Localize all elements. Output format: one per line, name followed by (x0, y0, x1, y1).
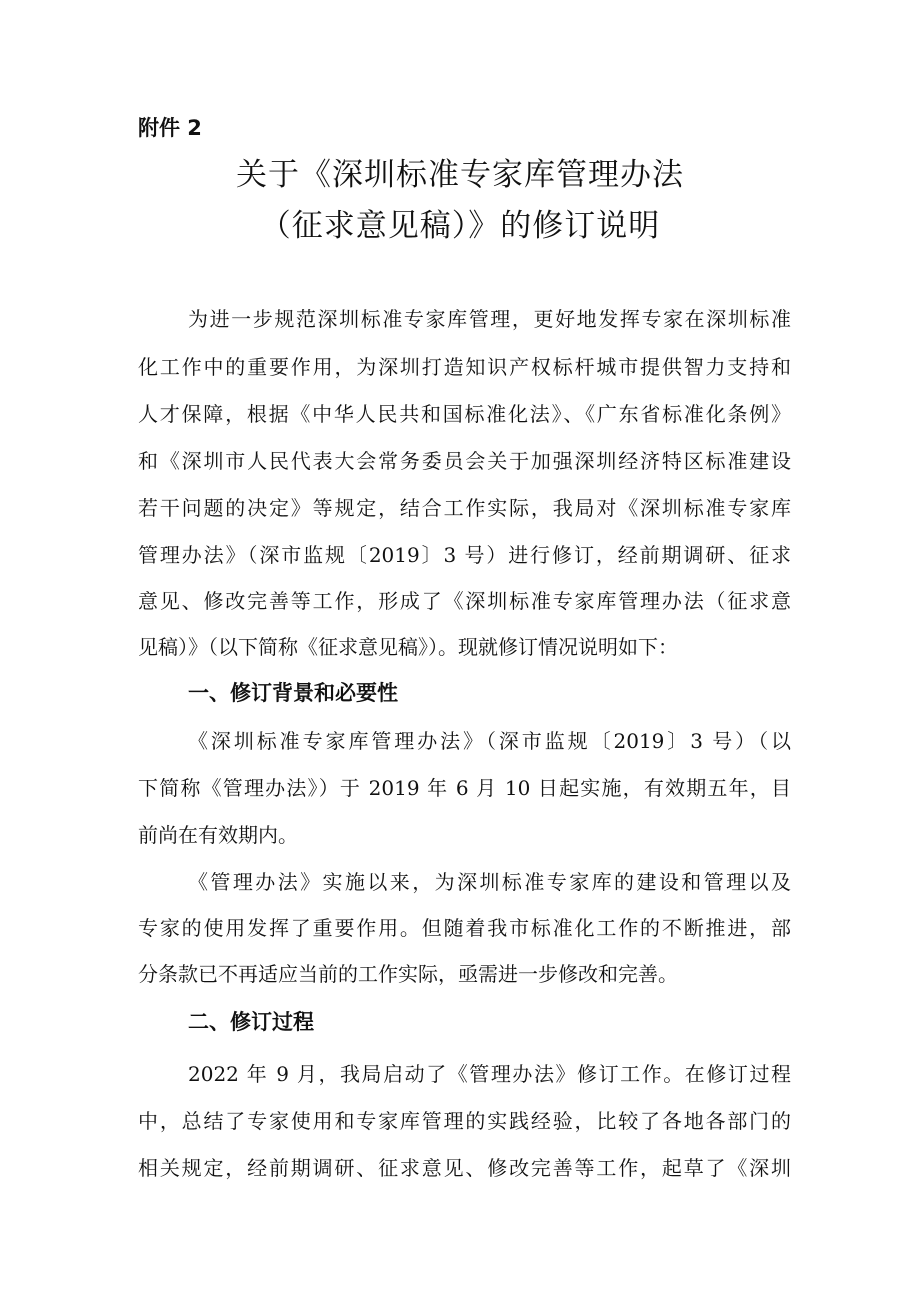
background-line: 下简称《管理办法》）于 2019 年 6 月 10 日起实施，有效期五年，目 (138, 776, 791, 800)
section-heading-background: 一、修订背景和必要性 (188, 681, 398, 705)
section-heading-process: 二、修订过程 (188, 1010, 314, 1034)
background-line: 《深圳标准专家库管理办法》（深市监规〔2019〕3 号）（以 (188, 729, 791, 753)
process-line: 2022 年 9 月，我局启动了《管理办法》修订工作。在修订过程 (188, 1062, 791, 1086)
document-title-line-2: （征求意见稿）》的修订说明 (259, 208, 661, 244)
intro-line: 意见、修改完善等工作，形成了《深圳标准专家库管理办法（征求意 (138, 589, 791, 613)
intro-line: 化工作中的重要作用，为深圳打造知识产权标杆城市提供智力支持和 (138, 355, 791, 379)
intro-line: 见稿）》（以下简称《征求意见稿》）。现就修订情况说明如下： (138, 635, 678, 659)
document-title-line-1: 关于《深圳标准专家库管理办法 (236, 157, 684, 193)
background-line: 《管理办法》实施以来，为深圳标准专家库的建设和管理以及 (188, 870, 791, 894)
background-line: 分条款已不再适应当前的工作实际，亟需进一步修改和完善。 (138, 962, 678, 986)
intro-line: 若干问题的决定》等规定，结合工作实际，我局对《深圳标准专家库 (138, 496, 791, 520)
background-line: 前尚在有效期内。 (138, 823, 298, 847)
background-line: 专家的使用发挥了重要作用。但随着我市标准化工作的不断推进，部 (138, 916, 791, 940)
intro-line: 和《深圳市人民代表大会常务委员会关于加强深圳经济特区标准建设 (138, 449, 791, 473)
process-line: 中，总结了专家使用和专家库管理的实践经验，比较了各地各部门的 (138, 1109, 791, 1133)
intro-line: 人才保障，根据《中华人民共和国标准化法》、《广东省标准化条例》 (138, 402, 791, 426)
intro-line: 为进一步规范深圳标准专家库管理，更好地发挥专家在深圳标准 (188, 307, 791, 331)
attachment-label: 附件 2 (138, 116, 202, 140)
intro-line: 管理办法》（深市监规〔2019〕3 号）进行修订，经前期调研、征求 (138, 543, 791, 567)
process-line: 相关规定，经前期调研、征求意见、修改完善等工作，起草了《深圳 (138, 1156, 791, 1180)
